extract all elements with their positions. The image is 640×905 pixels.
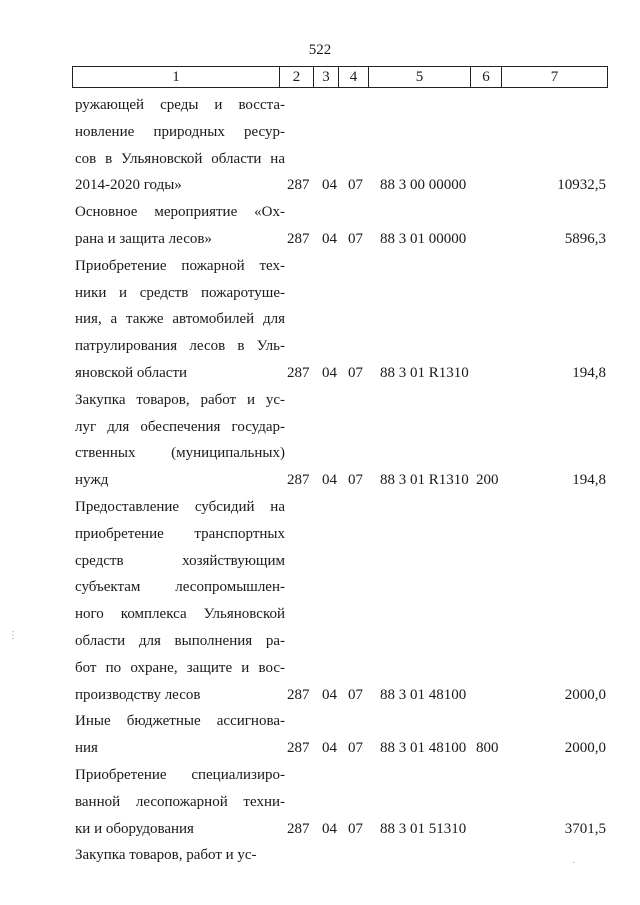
row-col-5: 88 3 01 R1310 xyxy=(380,472,469,489)
scan-mark: · xyxy=(572,858,576,869)
header-col-5: 5 xyxy=(369,67,471,88)
row-text-line: ственных (муниципальных) xyxy=(75,445,285,462)
row-text-line: приобретение транспортных xyxy=(75,525,285,542)
row-col-5: 88 3 01 51310 xyxy=(380,820,467,837)
row-col-3: 04 xyxy=(322,365,337,381)
row-text-line: бот по охране, защите и вос- xyxy=(75,659,285,676)
row-text-line: ки и оборудования xyxy=(75,820,194,837)
row-text-line: рана и защита лесов» xyxy=(75,231,212,247)
row-text-line: Приобретение специализиро- xyxy=(75,767,285,783)
row-text-line: ного комплекса Ульяновской xyxy=(75,606,285,623)
row-text-line: новление природных ресур- xyxy=(75,123,285,140)
row-col-3: 04 xyxy=(322,820,337,837)
row-text-line: луг для обеспечения государ- xyxy=(75,418,285,435)
row-col-2: 287 xyxy=(287,820,310,837)
header-col-6: 6 xyxy=(471,67,502,88)
row-text-line: Предоставление субсидий на xyxy=(75,499,285,515)
row-col-4: 07 xyxy=(348,231,363,247)
row-text-line: ния xyxy=(75,740,98,757)
row-col-5: 88 3 01 R1310 xyxy=(380,365,469,381)
header-row xyxy=(73,67,608,88)
row-col-2: 287 xyxy=(287,686,310,703)
row-col-7: 10932,5 xyxy=(557,177,606,194)
row-col-7: 2000,0 xyxy=(564,740,606,757)
row-text-line: 2014-2020 годы» xyxy=(75,177,182,194)
row-col-2: 287 xyxy=(287,231,310,247)
row-col-2: 287 xyxy=(287,365,310,381)
row-text-line: производству лесов xyxy=(75,686,201,703)
row-text-line: ванной лесопожарной техни- xyxy=(75,793,285,810)
row-col-4: 07 xyxy=(348,472,363,489)
table-header xyxy=(72,66,608,88)
row-col-4: 07 xyxy=(348,740,363,757)
row-col-3: 04 xyxy=(322,231,337,247)
scan-mark: ⋮ xyxy=(8,630,18,641)
row-col-4: 07 xyxy=(348,365,363,381)
row-text-line: Приобретение пожарной тех- xyxy=(75,257,285,274)
row-col-6: 800 xyxy=(476,740,499,757)
row-col-4: 07 xyxy=(348,820,363,837)
header-col-3: 3 xyxy=(314,67,339,88)
row-text-line: Иные бюджетные ассигнова- xyxy=(75,713,285,730)
row-col-7: 194,8 xyxy=(572,365,606,381)
row-col-7: 3701,5 xyxy=(564,820,606,837)
page-number: 522 xyxy=(308,42,332,58)
row-text-line: Закупка товаров, работ и ус- xyxy=(75,847,257,864)
row-col-4: 07 xyxy=(348,177,363,194)
header-col-2: 2 xyxy=(280,67,314,88)
row-text-line: сов в Ульяновской области на xyxy=(75,150,285,167)
row-text-line: ружающей среды и восста- xyxy=(75,97,285,113)
header-col-4: 4 xyxy=(339,67,369,88)
row-col-6: 200 xyxy=(476,472,499,489)
row-col-2: 287 xyxy=(287,472,310,489)
row-col-7: 2000,0 xyxy=(564,686,606,703)
row-col-2: 287 xyxy=(287,740,310,757)
row-text-line: субъектам лесопромышлен- xyxy=(75,579,285,596)
header-col-1: 1 xyxy=(73,67,280,88)
row-text-line: области для выполнения ра- xyxy=(75,633,285,649)
row-col-3: 04 xyxy=(322,686,337,703)
row-text-line: ния, а также автомобилей для xyxy=(75,311,285,328)
row-text-line: ники и средств пожаротуше- xyxy=(75,284,285,301)
row-text-line: нужд xyxy=(75,472,109,489)
row-text-line: Основное мероприятие «Ох- xyxy=(75,204,285,221)
row-col-5: 88 3 00 00000 xyxy=(380,177,467,194)
row-col-7: 5896,3 xyxy=(564,231,606,247)
header-col-7: 7 xyxy=(502,67,608,88)
row-text-line: средств хозяйствующим xyxy=(75,552,285,569)
row-col-7: 194,8 xyxy=(572,472,606,489)
row-col-2: 287 xyxy=(287,177,310,194)
row-col-3: 04 xyxy=(322,177,337,194)
row-text-line: Закупка товаров, работ и ус- xyxy=(75,391,285,408)
row-col-5: 88 3 01 48100 xyxy=(380,686,467,703)
row-col-3: 04 xyxy=(322,472,337,489)
row-text-line: яновской области xyxy=(75,365,188,381)
row-col-3: 04 xyxy=(322,740,337,757)
row-col-4: 07 xyxy=(348,686,363,703)
row-col-5: 88 3 01 00000 xyxy=(380,231,467,247)
row-col-5: 88 3 01 48100 xyxy=(380,740,467,757)
row-text-line: патрулирования лесов в Уль- xyxy=(75,338,285,355)
